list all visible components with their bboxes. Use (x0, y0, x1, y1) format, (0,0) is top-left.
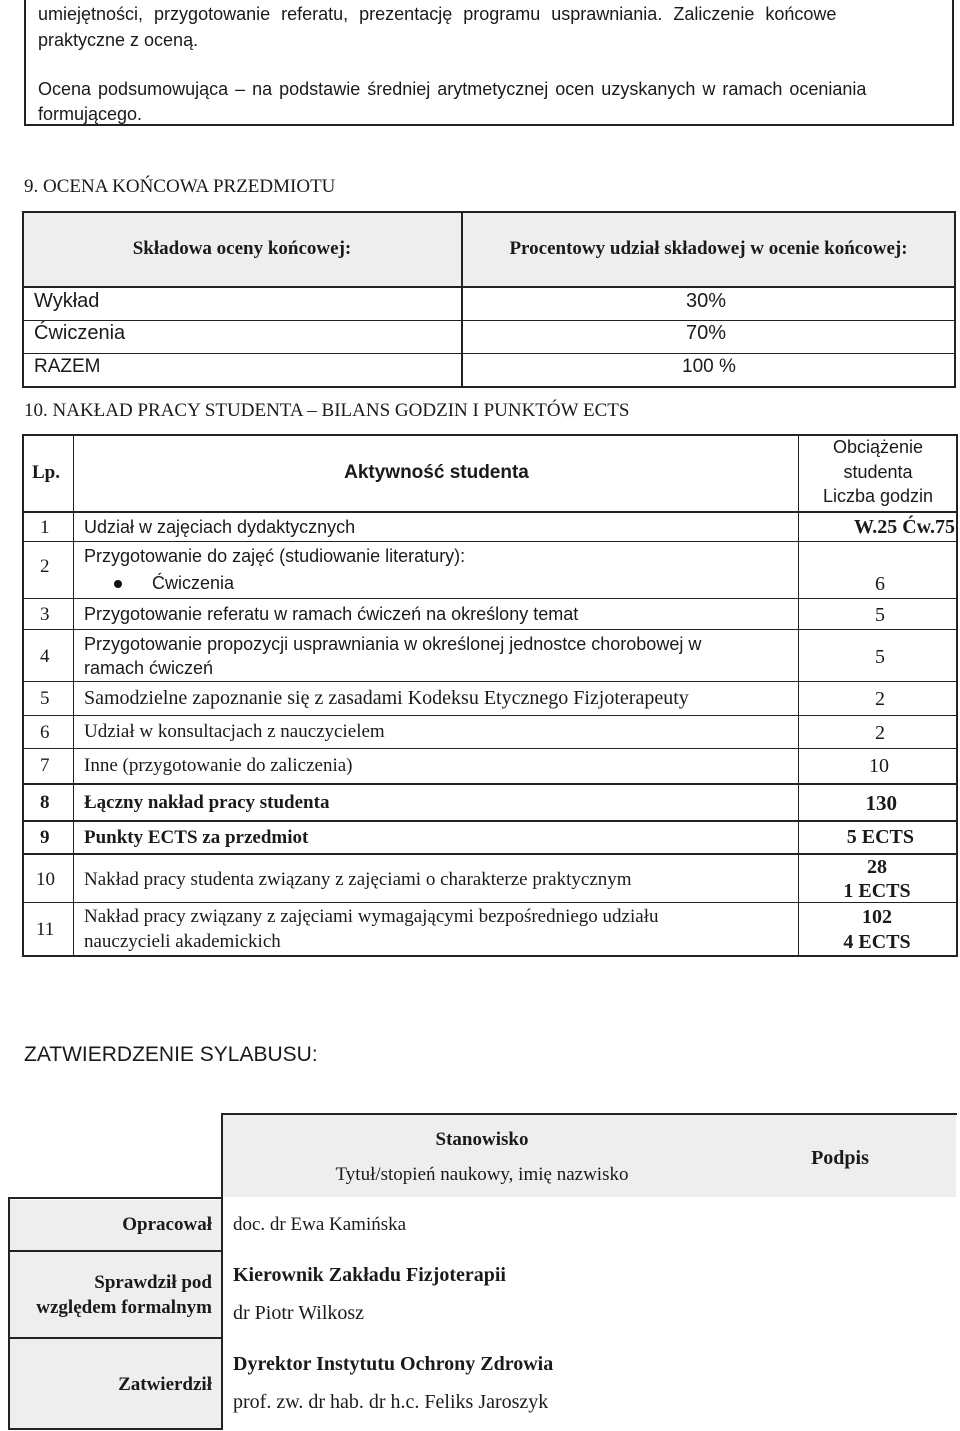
hours-cell-ects: 1 ECTS (843, 880, 911, 902)
approval-role: Zatwierdził (118, 1374, 212, 1395)
grade-row-label: Wykład (34, 290, 100, 312)
lp-cell: 2 (40, 556, 50, 577)
lp-cell: 5 (40, 688, 50, 709)
header-load-line-3: Liczba godzin (822, 486, 934, 506)
header-load-line-2: studenta (843, 462, 913, 482)
lp-cell: 4 (40, 646, 50, 667)
top-box-line-1: umiejętności, przygotowanie referatu, prezentację programu usprawniania. Zaliczenie końcowe (38, 4, 837, 24)
grade-row-label: Ćwiczenia (34, 322, 126, 344)
lp-cell: 1 (40, 517, 50, 538)
hours-cell: 10 (869, 755, 889, 777)
hours-cell-ects: 4 ECTS (843, 931, 911, 953)
hours-cell: 5 (875, 646, 885, 668)
section-9-col1-header: Składowa oceny końcowej: (132, 238, 352, 259)
activity-cell: Punkty ECTS za przedmiot (84, 827, 309, 848)
approval-name: dr Piotr Wilkosz (233, 1302, 365, 1324)
activity-cell: Nakład pracy studenta związany z zajęciami o charakterze praktycznym (84, 869, 632, 890)
top-box-line-4: formującego. (38, 104, 143, 124)
approval-name: doc. dr Ewa Kamińska (233, 1214, 407, 1235)
lp-cell: 9 (40, 827, 50, 848)
activity-cell: Przygotowanie referatu w ramach ćwiczeń na określony temat (84, 604, 579, 624)
lp-cell: 8 (40, 792, 50, 813)
bullet-icon (114, 580, 122, 588)
top-box-line-3: Ocena podsumowująca – na podstawie średniej arytmetycznej ocen uzyskanych w ramach oceniania (38, 79, 867, 99)
lp-cell: 3 (40, 604, 50, 625)
approval-name: prof. zw. dr hab. dr h.c. Feliks Jaroszyk (233, 1391, 549, 1413)
hours-cell: 130 (865, 791, 897, 815)
activity-bullet: Ćwiczenia (152, 573, 235, 593)
lp-cell: 10 (36, 869, 55, 890)
hours-cell: 102 (862, 906, 892, 928)
approval-title: Dyrektor Instytutu Ochrony Zdrowia (233, 1353, 554, 1375)
activity-cell: Przygotowanie do zajęć (studiowanie literatury): (84, 546, 466, 566)
activity-cell: Udział w konsultacjach z nauczycielem (84, 721, 385, 742)
hours-cell: 2 (875, 722, 885, 744)
section-10-heading: 10. NAKŁAD PRACY STUDENTA – BILANS GODZIN I PUNKTÓW ECTS (24, 400, 630, 421)
approval-role: Opracował (122, 1214, 212, 1235)
header-lp: Lp. (32, 462, 60, 483)
activity-cell: Łączny nakład pracy studenta (84, 792, 330, 813)
header-load-line-1: Obciążenie (832, 437, 924, 457)
hours-cell: 28 (867, 856, 887, 878)
activity-cell-continued: ramach ćwiczeń (84, 658, 214, 678)
header-signature: Podpis (811, 1147, 869, 1169)
activity-cell-continued: nauczycieli akademickich (84, 931, 281, 952)
hours-cell: 6 (875, 573, 885, 595)
grade-row-value: 30% (686, 290, 727, 312)
hours-cell: 5 (875, 604, 885, 626)
hours-cell: 5 ECTS (846, 826, 914, 848)
activity-cell: Samodzielne zapoznanie się z zasadami Kodeksu Etycznego Fizjoterapeuty (84, 687, 689, 709)
top-box-line-2: praktyczne z oceną. (38, 30, 199, 50)
activity-cell: Nakład pracy związany z zajęciami wymagającymi bezpośredniego udziału (84, 906, 659, 927)
lp-cell: 7 (40, 755, 50, 776)
approval-role-continued: względem formalnym (36, 1297, 212, 1318)
header-position-subtitle: Tytuł/stopień naukowy, imię nazwisko (335, 1164, 629, 1185)
approval-role: Sprawdził pod (94, 1272, 212, 1293)
activity-cell: Udział w zajęciach dydaktycznych (84, 517, 356, 537)
header-position: Stanowisko (435, 1129, 529, 1150)
grade-row-value: 70% (686, 322, 727, 344)
grade-row-label: RAZEM (34, 356, 101, 377)
activity-cell: Inne (przygotowanie do zaliczenia) (84, 755, 353, 776)
hours-cell: W.25 Ćw.75 (854, 516, 955, 538)
approval-title: Kierownik Zakładu Fizjoterapii (233, 1264, 506, 1286)
hours-cell: 2 (875, 688, 885, 710)
grade-row-value: 100 % (682, 356, 736, 377)
header-activity: Aktywność studenta (344, 462, 529, 483)
section-9-col2-header: Procentowy udział składowej w ocenie końcowej: (509, 238, 908, 259)
lp-cell: 11 (36, 919, 55, 940)
lp-cell: 6 (40, 722, 50, 743)
activity-cell: Przygotowanie propozycji usprawniania w określonej jednostce chorobowej w (84, 634, 702, 654)
approval-heading: ZATWIERDZENIE SYLABUSU: (24, 1043, 318, 1066)
section-9-heading: 9. OCENA KOŃCOWA PRZEDMIOTU (24, 176, 336, 197)
